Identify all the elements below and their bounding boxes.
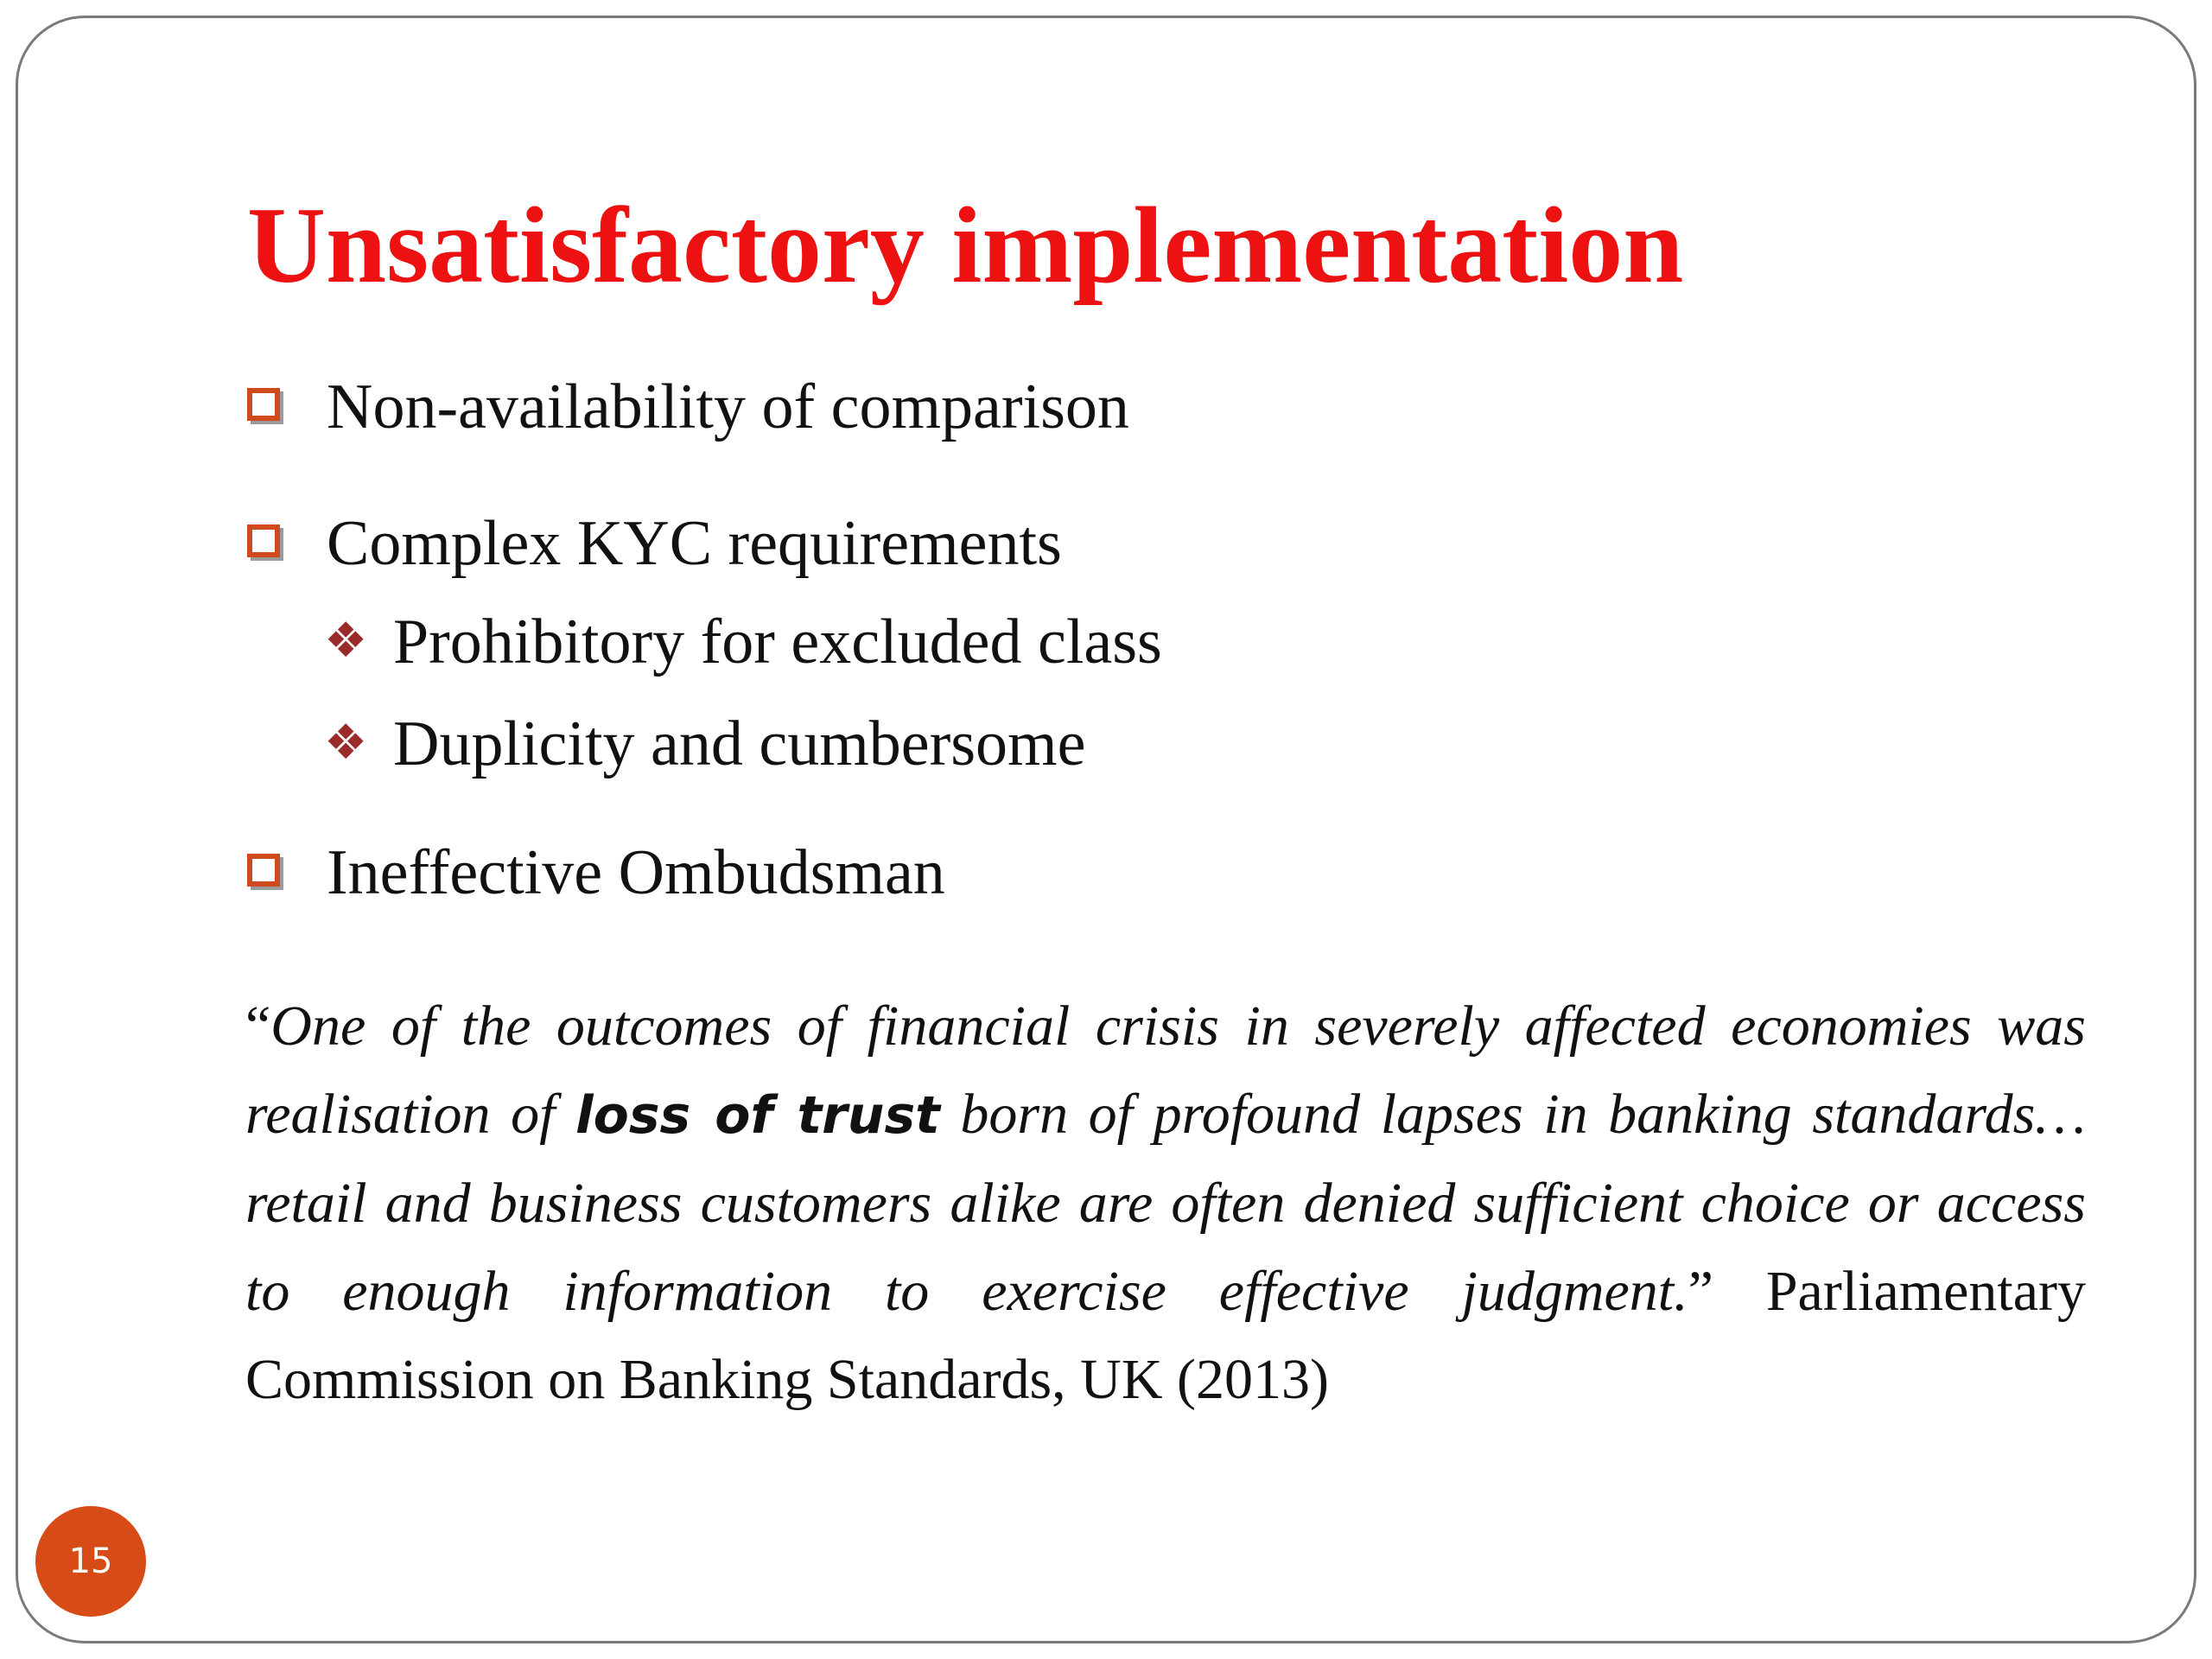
square-bullet-icon bbox=[247, 524, 280, 557]
quote-open-mark: “ bbox=[245, 995, 271, 1058]
quote-text: born of profound lapses in banking standards… retail and business customers alike are often denied sufficient choice or access to enough information to exercise effective judgment. bbox=[245, 1083, 2086, 1323]
bullet-item: Ineffective Ombudsman bbox=[327, 837, 945, 908]
four-diamond-icon: ❖ bbox=[324, 715, 368, 771]
square-bullet-icon bbox=[247, 854, 280, 887]
page-number-badge: 15 bbox=[35, 1506, 146, 1617]
sub-bullet-item: Duplicity and cumbersome bbox=[393, 709, 1086, 779]
quote-text: One of the outcomes of financial crisis in severely affected economies was realisation of bbox=[245, 995, 2086, 1146]
quote-emphasis: loss of trust bbox=[575, 1085, 940, 1146]
bullet-item: Non-availability of comparison bbox=[327, 372, 1129, 442]
slide-title: Unsatisfactory implementation bbox=[247, 186, 1684, 306]
bullet-item: Complex KYC requirements bbox=[327, 508, 1062, 579]
quote-close-mark: ” bbox=[1688, 1260, 1713, 1323]
square-bullet-icon bbox=[247, 388, 280, 421]
quote-block bbox=[245, 982, 2086, 1424]
four-diamond-icon: ❖ bbox=[324, 613, 368, 669]
sub-bullet-item: Prohibitory for excluded class bbox=[393, 607, 1162, 677]
quote-attribution: Parliamentary Commission on Banking Standards, UK (2013) bbox=[245, 1260, 2087, 1411]
